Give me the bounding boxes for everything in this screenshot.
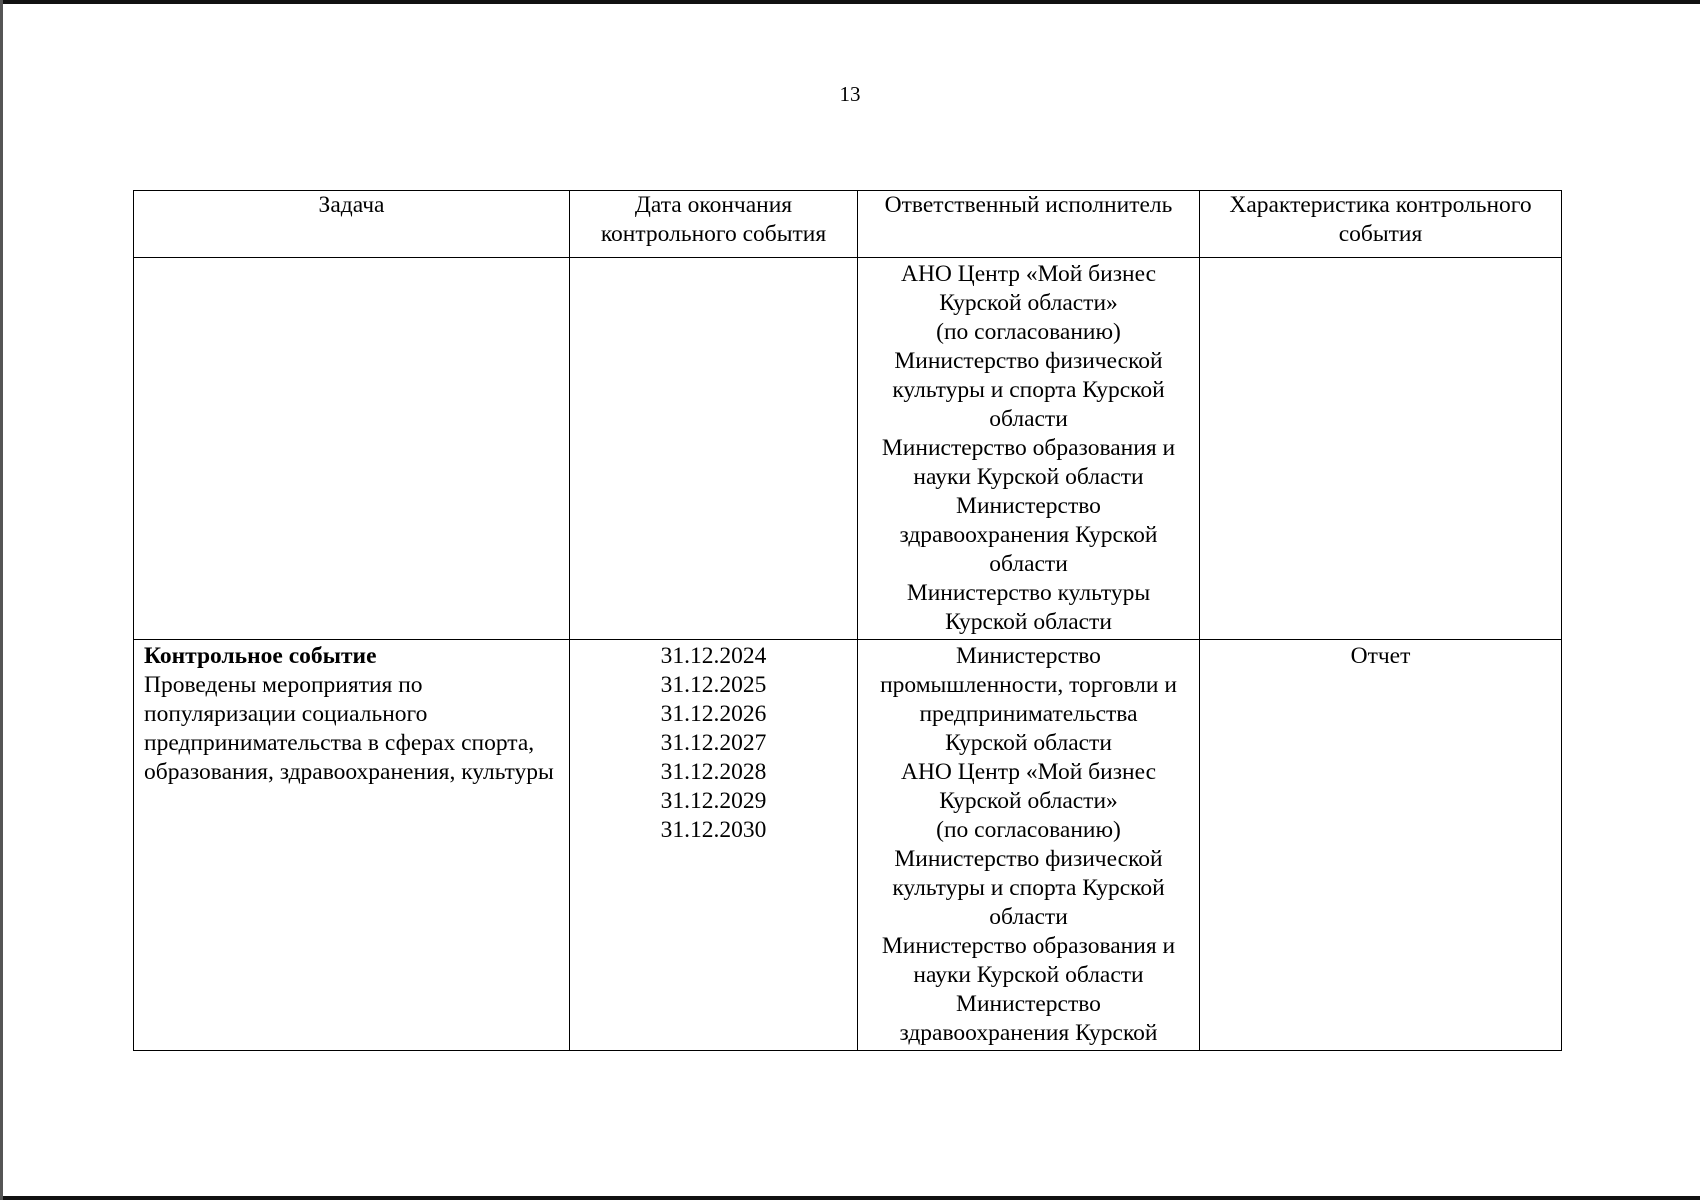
header-date: Дата окончания контрольного события [570,191,858,258]
executor-line: АНО Центр «Мой бизнес [900,261,1157,287]
task-cell [134,258,570,640]
scan-border-left [0,0,3,1200]
executor-line: (по согласованию) [936,319,1121,345]
date-cell [570,258,858,640]
executor-line: культуры и спорта Курской [892,377,1165,403]
executor-line: Курской области [945,730,1112,756]
executor-line: науки Курской области [913,464,1144,490]
page-number: 13 [839,82,861,106]
task-cell [134,640,570,1051]
executor-line: Министерство [956,493,1101,519]
task-title: Контрольное событие [144,643,377,669]
executor-line: Министерство образования и [881,435,1176,461]
executor-line: Министерство [956,991,1101,1017]
date-line: 31.12.2028 [660,759,767,785]
executor-line: Министерство физической [894,348,1163,374]
header-characteristic: Характеристика контрольного события [1200,191,1562,258]
executor-line: промышленности, торговли и [880,672,1177,698]
executor-line: здравоохранения Курской [899,1020,1158,1046]
date-line: 31.12.2024 [660,643,767,669]
table-row [134,640,1562,1051]
executor-line: Министерство культуры [906,580,1151,606]
characteristic-cell: Отчет [1200,640,1562,1051]
executor-line: здравоохранения Курской [899,522,1158,548]
characteristic-cell [1200,258,1562,640]
executor-line: Курской области [945,609,1112,635]
executor-line: Министерство [956,643,1101,669]
date-line: 31.12.2027 [660,730,767,756]
task-text: Проведены мероприятия по популяризации социального предпринимательства в сферах спорта, образования, здравоохранения, культуры [144,672,554,785]
date-line: 31.12.2029 [660,788,767,814]
table-header-row [134,191,1562,258]
executor-line: области [989,406,1068,432]
executor-line: Курской области» [939,788,1118,814]
executor-line: Министерство образования и [881,933,1176,959]
header-executor: Ответственный исполнитель [858,191,1200,258]
executor-line: науки Курской области [913,962,1144,988]
executor-cell [858,640,1200,1051]
executor-line: Министерство физической [894,846,1163,872]
executor-line: культуры и спорта Курской [892,875,1165,901]
date-line: 31.12.2025 [660,672,767,698]
date-line: 31.12.2026 [660,701,767,727]
scan-border-bottom [0,1196,1700,1200]
executor-line: АНО Центр «Мой бизнес [900,759,1157,785]
executor-cell [858,258,1200,640]
executor-line: области [989,904,1068,930]
scan-border-top [0,0,1700,4]
executor-line: области [989,551,1068,577]
date-cell [570,640,858,1051]
date-line: 31.12.2030 [660,817,767,843]
executor-line: предпринимательства [919,701,1138,727]
control-events-table [133,190,1562,1051]
executor-line: (по согласованию) [936,817,1121,843]
executor-line: Курской области» [939,290,1118,316]
header-task: Задача [134,191,570,258]
table-row [134,258,1562,640]
